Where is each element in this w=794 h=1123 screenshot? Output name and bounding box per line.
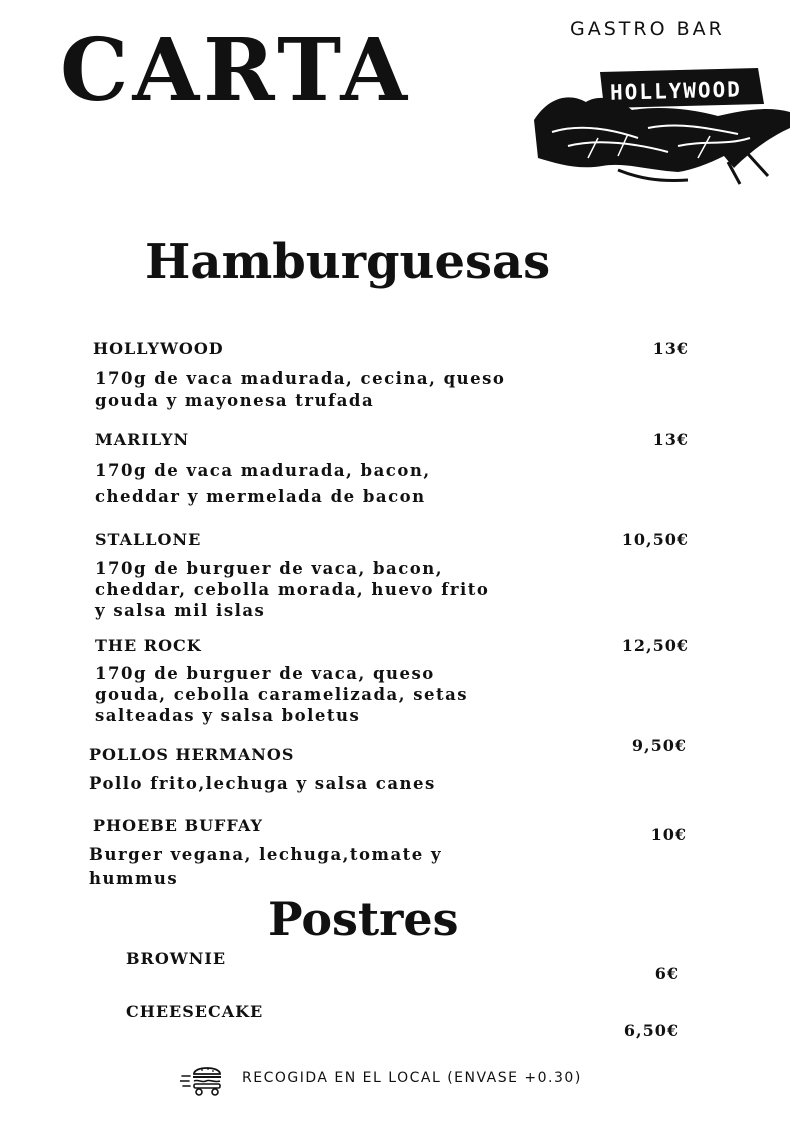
- dessert-price: 6,50€: [623, 1021, 679, 1040]
- menu-item-name: STALLONE: [95, 530, 202, 549]
- menu-item-price: 10,50€: [621, 530, 689, 549]
- section-title-burgers: Hamburguesas: [145, 234, 551, 290]
- venue-type: GASTRO BAR: [570, 18, 725, 40]
- menu-item-name: PHOEBE BUFFAY: [93, 816, 263, 835]
- menu-item-name: THE ROCK: [95, 636, 202, 655]
- menu-item-price: 10€: [650, 825, 687, 844]
- logo-text: HOLLYWOOD: [609, 77, 743, 105]
- menu-item-price: 12,50€: [621, 636, 689, 655]
- menu-item-price: 13€: [652, 339, 689, 358]
- menu-item-description: Burger vegana, lechuga,tomate y hummus: [89, 845, 443, 888]
- menu-item-name: POLLOS HERMANOS: [89, 745, 295, 764]
- pickup-note: RECOGIDA EN EL LOCAL (ENVASE +0.30): [242, 1070, 582, 1086]
- menu-item-description: 170g de burguer de vaca, queso gouda, cebolla caramelizada, setas salteadas y salsa boletus: [95, 664, 469, 725]
- menu-item-description: 170g de vaca madurada, cecina, queso gouda y mayonesa trufada: [95, 369, 506, 410]
- page-title: CARTA: [60, 20, 412, 121]
- section-title-desserts: Postres: [268, 892, 459, 946]
- dessert-name: CHEESECAKE: [126, 1002, 264, 1021]
- hollywood-logo: [528, 58, 794, 188]
- menu-item-description: 170g de vaca madurada, bacon, cheddar y mermelada de bacon: [95, 461, 431, 506]
- menu-item-description: 170g de burguer de vaca, bacon, cheddar, cebolla morada, huevo frito y salsa mil islas: [95, 559, 490, 620]
- menu-item-name: MARILYN: [95, 430, 190, 449]
- dessert-name: BROWNIE: [126, 949, 227, 968]
- menu-item-description: Pollo frito,lechuga y salsa canes: [89, 774, 436, 793]
- menu-item-name: HOLLYWOOD: [93, 339, 224, 358]
- menu-item-price: 9,50€: [631, 736, 687, 755]
- menu-item-price: 13€: [652, 430, 689, 449]
- delivery-burger-icon: [180, 1062, 226, 1096]
- dessert-price: 6€: [654, 964, 679, 983]
